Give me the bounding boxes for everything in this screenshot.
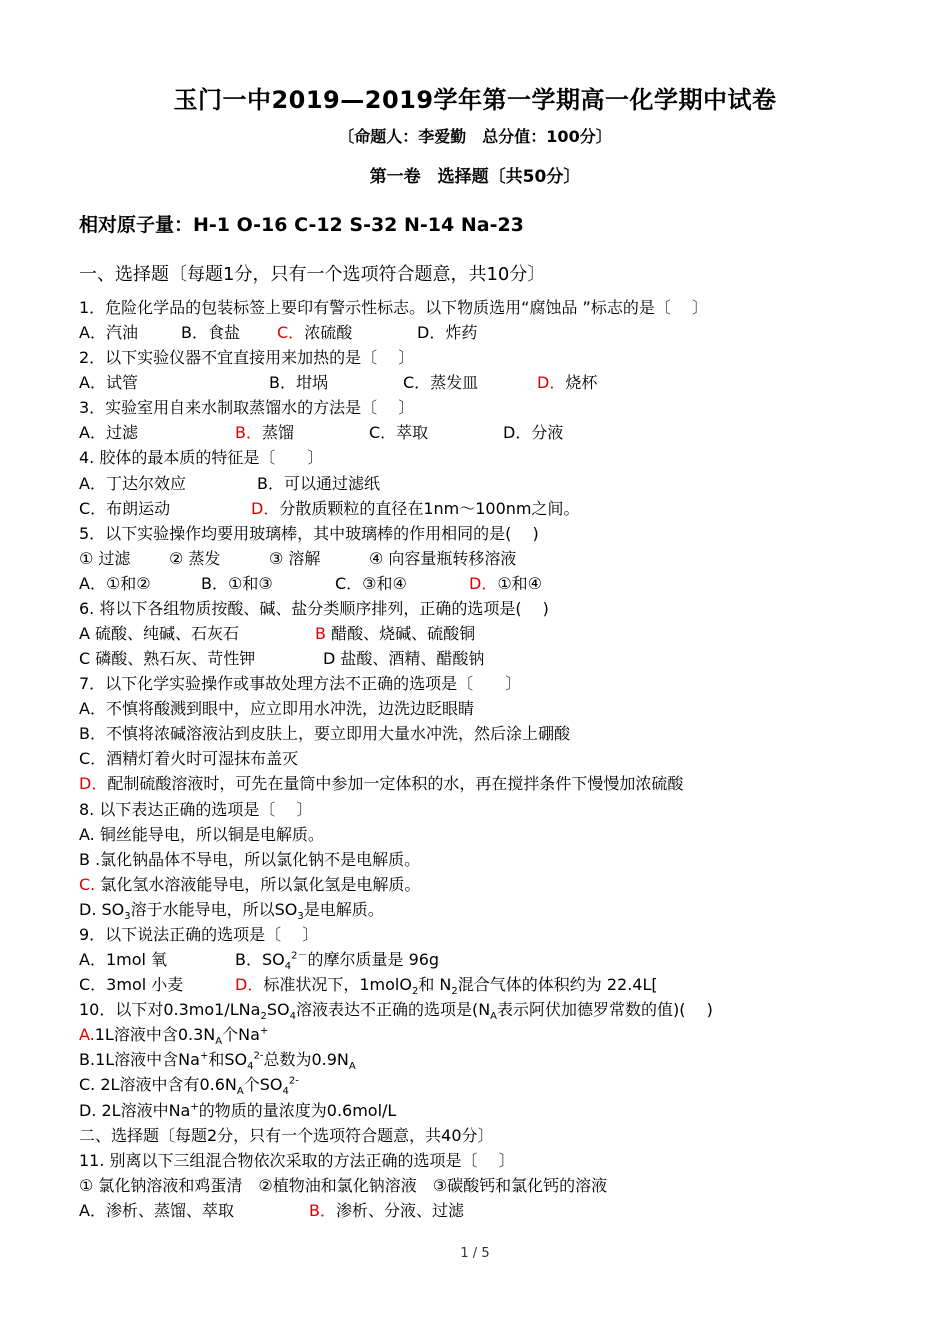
option-c: C 磷酸、熟石灰、苛性钾 [79, 649, 256, 669]
option-d: D．标准状况下，1molO$_2$和 $N_2$混合气体的体积约为 22.4L[ [235, 975, 658, 998]
option-a: A．渗析、蒸馏、萃取 [79, 1200, 234, 1220]
questions-body [79, 295, 879, 1223]
question-stem: 3．实验室用自来水制取蒸馏水的方法是〔 〕 [79, 398, 415, 418]
option-c: C．布朗运动 [79, 498, 171, 518]
option-row [79, 571, 879, 596]
option-d: D．炸药 [417, 323, 478, 343]
option-a: A.1L溶液中含$0.3N_A$个Na+ [79, 1025, 269, 1048]
answer-letter: D． [469, 573, 498, 593]
option-d: D．分散质颗粒的直径在1nm～100nm之间。 [251, 498, 580, 518]
question-stem: 8. 以下表达正确的选项是〔 〕 [79, 799, 313, 819]
option-d: D．①和④ [469, 573, 543, 593]
option-row [79, 370, 879, 395]
answer-letter: D． [537, 373, 566, 393]
option-row [79, 621, 879, 646]
option-b: B．食盐 [181, 323, 240, 343]
option-d: D．烧杯 [537, 373, 598, 393]
exam-title: 玉门一中2019—2019学年第一学期高一化学期中试卷 [173, 86, 777, 114]
option-a: A．丁达尔效应 [79, 473, 186, 493]
operation-item: ③ 溶解 [269, 548, 321, 568]
option-d: D. 2L溶液中Na+的物质的量浓度为0.6mol/L [79, 1100, 397, 1120]
question-stem: 6. 将以下各组物质按酸、碱、盐分类顺序排列，正确的选项是( ) [79, 598, 549, 618]
option-b: B．$SO_4^{2-}$的摩尔质量是 96g [235, 950, 440, 973]
option-b: B .氯化钠晶体不导电，所以氯化钠不是电解质。 [79, 849, 421, 869]
question-stem: 10．以下对$0.3mo1/LNa_2SO_4$溶液表达不正确的选项是($N_A$表示阿伏加德罗常数的值)( ) [79, 1000, 713, 1023]
option-a: A．过滤 [79, 423, 138, 443]
part2-heading: 二、选择题〔每题2分，只有一个选项符合题意，共40分〕 [79, 1125, 494, 1145]
option-a: A．1mol 氧 [79, 950, 168, 970]
option-a: A．汽油 [79, 323, 138, 343]
option-row [79, 420, 879, 445]
option-row [79, 947, 879, 972]
question-stem: 5．以下实验操作均要用玻璃棒，其中玻璃棒的作用相同的是( ) [79, 523, 539, 543]
option-a: A 硫酸、纯碱、石灰石 [79, 624, 240, 644]
option-row [79, 320, 879, 345]
option-b: B．蒸馏 [235, 423, 294, 443]
option-b: B.1L溶液中含Na+和$SO_4^{2-}$总数为$0.9N_A$ [79, 1050, 356, 1073]
question-stem: 9．以下说法正确的选项是〔 〕 [79, 924, 319, 944]
operation-item: ② 蒸发 [169, 548, 221, 568]
option-c: C．③和④ [335, 573, 407, 593]
option-d: D. $SO_3$溶于水能导电，所以$SO_3$是电解质。 [79, 899, 384, 923]
question-stem: 1．危险化学品的包装标签上要印有警示性标志。以下物质选用“腐蚀品 ”标志的是〔 〕 [79, 298, 708, 317]
answer-letter: D． [251, 498, 280, 518]
option-b: B．①和③ [201, 573, 273, 593]
option-b: B．渗析、分液、过滤 [309, 1200, 464, 1220]
option-row [79, 496, 879, 521]
option-b: B 醋酸、烧碱、硫酸铜 [315, 624, 476, 644]
mixture-items: ① 氯化钠溶液和鸡蛋清 ②植物油和氯化钠溶液 ③碳酸钙和氯化钙的溶液 [79, 1175, 608, 1195]
option-d: D 盐酸、酒精、醋酸钠 [323, 649, 485, 669]
question-stem: 11. 别离以下三组混合物依次采取的方法正确的选项是〔 〕 [79, 1150, 515, 1170]
option-c: C．萃取 [369, 423, 429, 443]
option-d: D．分液 [503, 423, 564, 443]
option-row [79, 471, 879, 496]
option-c: C．酒精灯着火时可湿抹布盖灭 [79, 749, 299, 769]
answer-letter: B [315, 624, 326, 644]
answer-letter: D． [79, 774, 108, 794]
answer-letter: C． [277, 323, 305, 343]
option-a: A．①和② [79, 573, 151, 593]
atomic-mass-line: 相对原子量：H-1 O-16 C-12 S-32 N-14 Na-23 [79, 214, 524, 236]
option-c: C．3mol 小麦 [79, 975, 184, 995]
option-c: C. 氯化氢水溶液能导电，所以氯化氢是电解质。 [79, 874, 421, 894]
option-c: C．蒸发皿 [403, 373, 479, 393]
option-b: B．不慎将浓碱溶液沾到皮肤上，要立即用大量水冲洗，然后涂上硼酸 [79, 724, 570, 744]
option-row [79, 646, 879, 671]
answer-letter: B． [309, 1200, 336, 1220]
answer-letter: B． [235, 423, 262, 443]
option-b: B．可以通过滤纸 [257, 473, 380, 493]
section-title: 第一卷 选择题〔共50分〕 [369, 167, 581, 187]
option-c: C. 2L溶液中含有$0.6N_A$个$SO_4^{2-}$ [79, 1075, 299, 1098]
option-a: A. 铜丝能导电，所以铜是电解质。 [79, 824, 324, 844]
option-a: A．不慎将酸溅到眼中，应立即用水冲洗，边洗边眨眼睛 [79, 699, 474, 719]
exam-author-score: 〔命题人：李爱勤 总分值：100分〕 [338, 127, 612, 146]
operation-item: ① 过滤 [79, 548, 131, 568]
option-row [79, 972, 879, 997]
question-stem: 2．以下实验仪器不宜直接用来加热的是〔 〕 [79, 348, 415, 368]
operation-row [79, 546, 879, 571]
answer-letter: D． [235, 975, 264, 995]
part1-heading: 一、选择题〔每题1分，只有一个选项符合题意，共10分〕 [79, 264, 546, 285]
option-row [79, 1198, 879, 1223]
option-a: A．试管 [79, 373, 138, 393]
option-b: B．坩埚 [269, 373, 328, 393]
operation-item: ④ 向容量瓶转移溶液 [369, 548, 517, 568]
option-d: D．配制硫酸溶液时，可先在量筒中参加一定体积的水，再在搅拌条件下慢慢加浓硫酸 [79, 774, 684, 794]
question-stem: 4. 胶体的最本质的特征是〔 〕 [79, 448, 324, 468]
answer-letter: A. [79, 1025, 95, 1045]
answer-letter: C. [79, 874, 96, 894]
option-c: C．浓硫酸 [277, 323, 353, 343]
page-number: 1 / 5 [460, 1246, 490, 1261]
question-stem: 7．以下化学实验操作或事故处理方法不正确的选项是〔 〕 [79, 674, 522, 694]
